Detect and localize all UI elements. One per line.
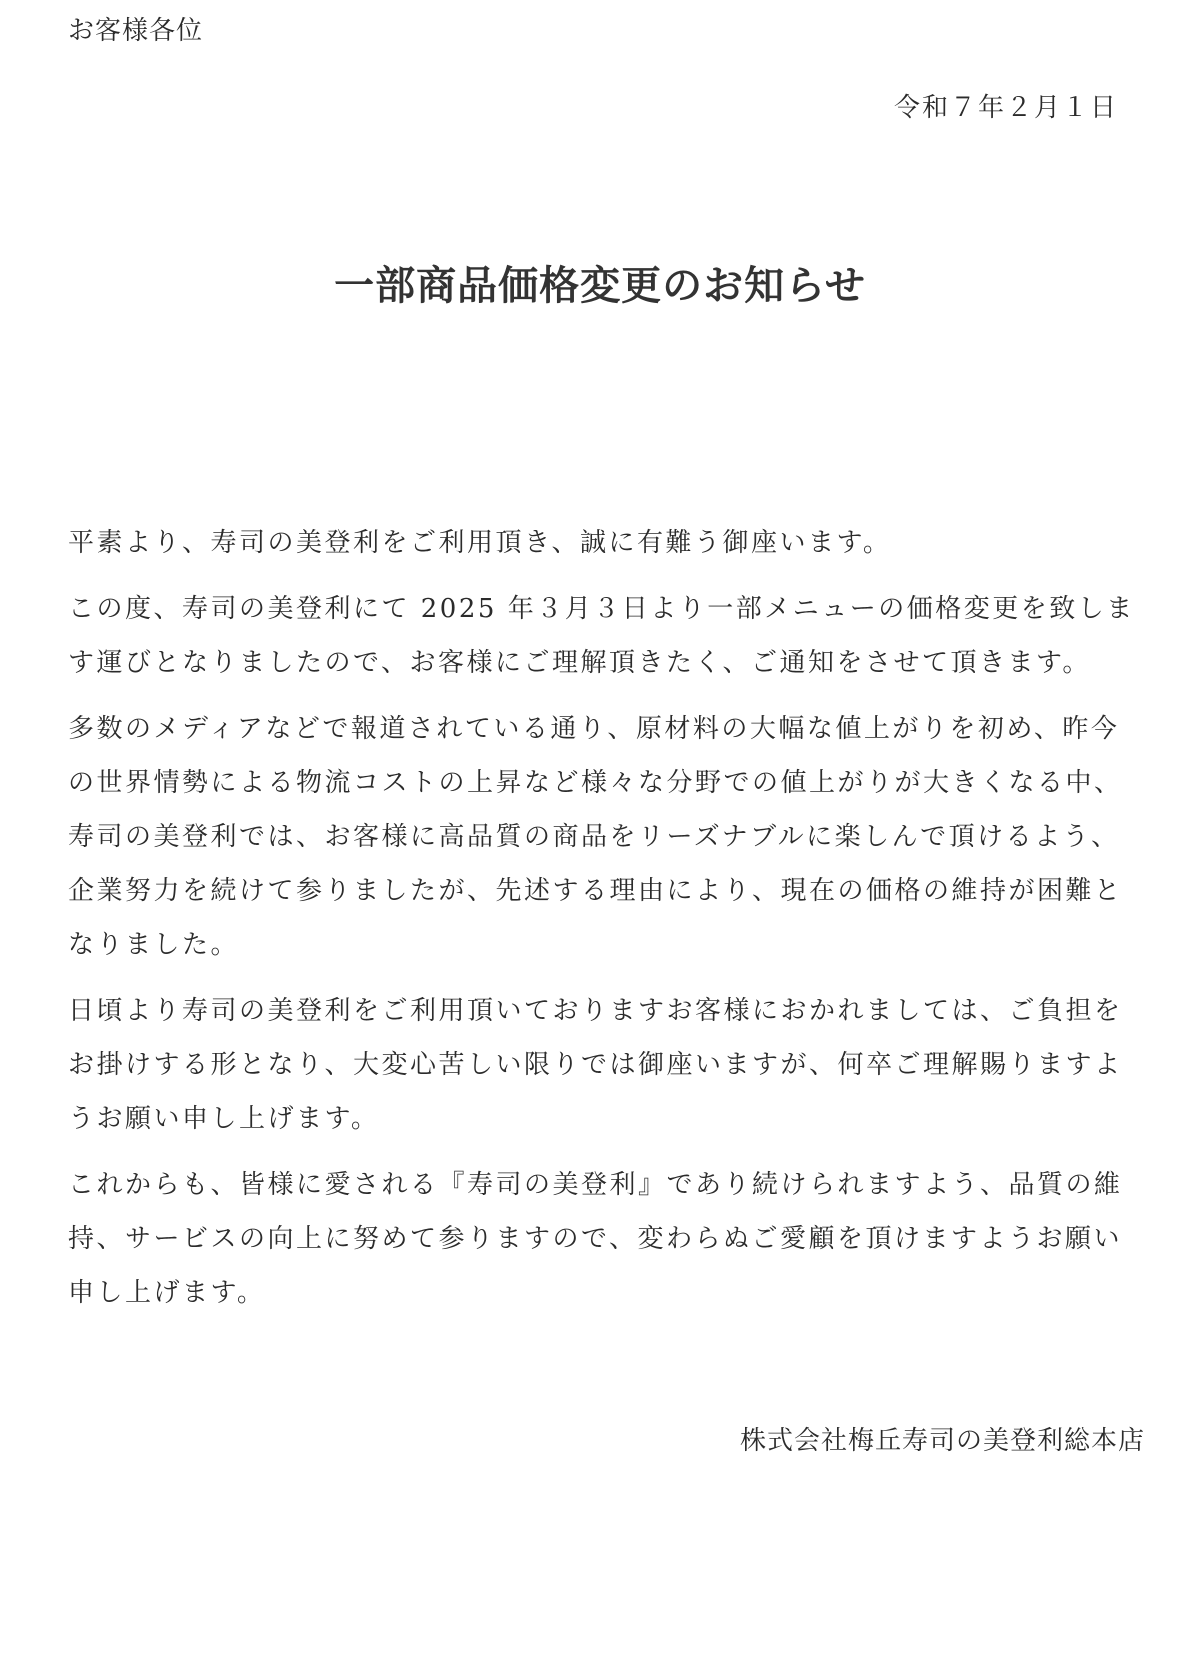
signature: 株式会社梅丘寿司の美登利総本店 [739,1426,1145,1456]
salutation: お客様各位 [68,16,204,46]
notice-body [68,516,1144,1332]
page-title: 一部商品価格変更のお知らせ [334,262,866,309]
paragraph-announcement: この度、寿司の美登利にて 2025 年３月３日より一部メニューの価格変更を致します運びとなりましたので、お客様にご理解頂きたく、ご通知をさせて頂きます。 [68,594,1135,678]
paragraph-apology: 日頃より寿司の美登利をご利用頂いておりますお客様におかれましては、ご負担をお掛けする形となり、大変心苦しい限りでは御座いますが、何卒ご理解賜りますようお願い申し上げます。 [68,996,1123,1134]
paragraph-greeting: 平素より、寿司の美登利をご利用頂き、誠に有難う御座います。 [68,528,892,558]
paragraph-closing: これからも、皆様に愛される『寿司の美登利』であり続けられますよう、品質の維持、サービスの向上に努めて参りますので、変わらぬご愛顧を頂けますようお願い申し上げます。 [68,1170,1123,1308]
paragraph-reason: 多数のメディアなどで報道されている通り、原材料の大幅な値上がりを初め、昨今の世界情勢による物流コストの上昇など様々な分野での値上がりが大きくなる中、寿司の美登利では、お客様に高品質の商品をリーズナブルに楽しんで頂けるよう、企業努力を続けて参りましたが、先述する理由により、現在の価格の維持が困難となりました。 [68,714,1123,960]
notice-date: 令和７年２月１日 [893,93,1118,123]
